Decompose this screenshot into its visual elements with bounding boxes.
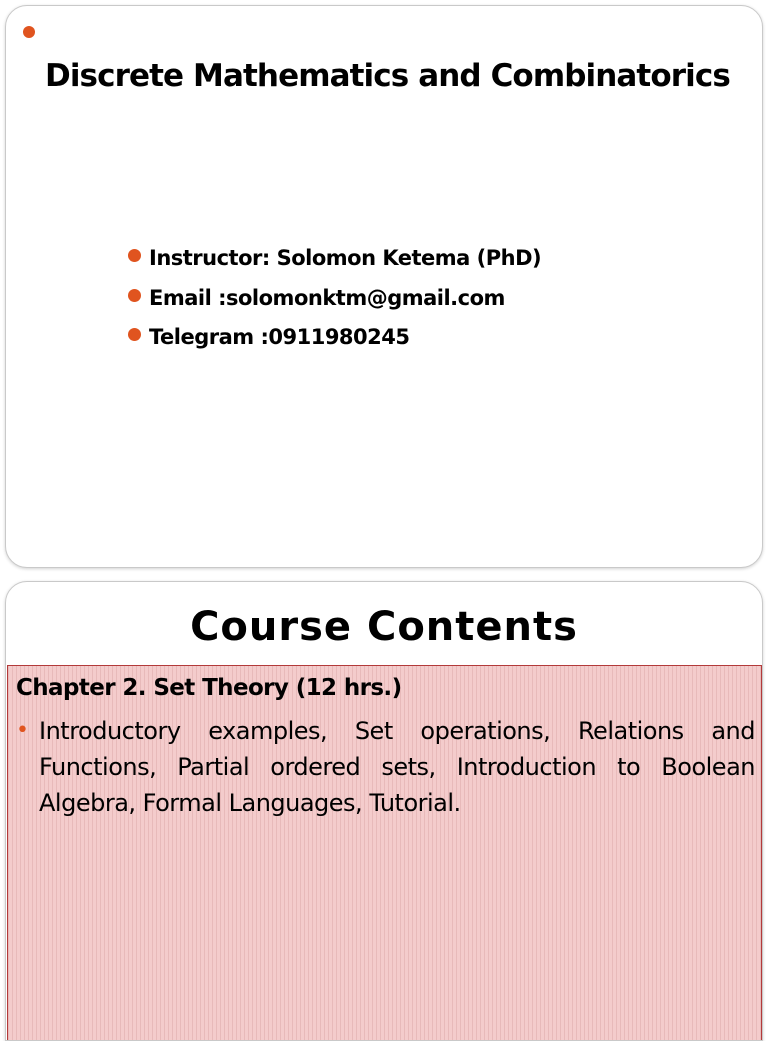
chapter-topics: Introductory examples, Set operations, Relations and Functions, Partial ordered sets, Introduction to Boolean Algebra, Formal Languages, Tutorial. xyxy=(39,717,755,817)
email-line xyxy=(128,282,541,322)
chapter-heading: Chapter 2. Set Theory (12 hrs.) xyxy=(16,675,402,701)
email-text: Email :solomonktm@gmail.com xyxy=(149,285,505,310)
title-slide xyxy=(5,5,763,568)
instructor-text: Instructor: Solomon Ketema (PhD) xyxy=(149,246,542,270)
telegram-text: Telegram :0911980245 xyxy=(149,325,410,349)
instructor-line xyxy=(128,242,541,282)
bullet-dot-icon xyxy=(128,249,141,262)
bullet-dot-icon xyxy=(128,289,141,302)
course-contents-slide xyxy=(5,581,763,1041)
telegram-line xyxy=(128,321,541,361)
bullet-dot-icon: • xyxy=(16,718,29,743)
bullet-dot-icon xyxy=(128,328,141,341)
slide-title: Course Contents xyxy=(190,604,578,650)
slide-title: Discrete Mathematics and Combinatorics xyxy=(45,58,730,94)
bullet-dot-icon xyxy=(23,26,35,38)
instructor-info-list xyxy=(128,242,541,361)
chapter-content-box xyxy=(7,665,762,1041)
